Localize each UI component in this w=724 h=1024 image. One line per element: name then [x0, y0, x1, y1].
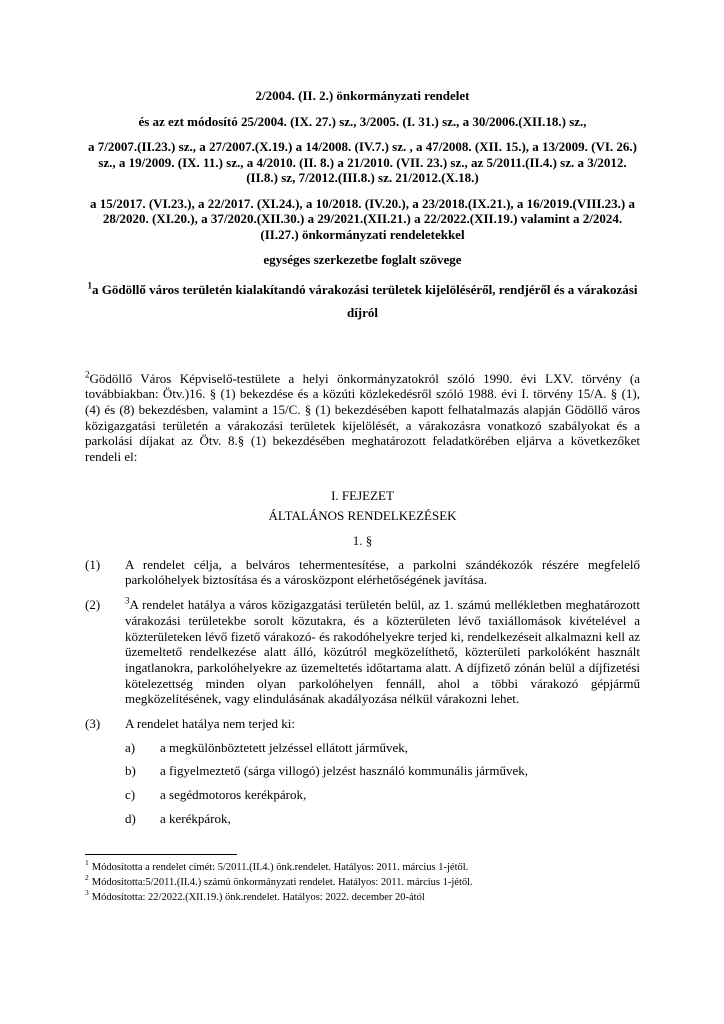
list-item-c-label: c) [125, 787, 136, 803]
document-subtitle [85, 278, 640, 324]
list-item-b [125, 763, 640, 779]
paragraph-3-text: A rendelet hatálya nem terjed ki: [125, 716, 296, 732]
paragraph-3 [85, 716, 640, 732]
paragraph-2 [85, 597, 640, 707]
title-line-4: a 15/2017. (VI.23.), a 22/2017. (XI.24.), a 10/2018. (IV.20.), a 23/2018.(IX.21.), a 16/2019.(VIII.23.) a 28/2020. (XI.20.), a 37/2020.(XII.30.) a 29/2021.(XII.21.) a 22/2022.(XII.19.) valamint a 2/2024.(II.27.) önkormányzati rendeletekkel [89, 195, 636, 242]
chapter-title-heading: ÁLTALÁNOS RENDELKEZÉSEK [268, 507, 457, 523]
preamble-text: Gödöllő Város Képviselő-testülete a helyi önkormányzatokról szóló 1990. évi LXV. törvény (a továbbiakban: Ötv.)16. § (1) bekezdése és a közúti közlekedésről szóló 1988. évi I. törvény 15/A. § (1), (4) és (8) bekezdésben, valamint a 15/C. § (1) bekezdésében kapott felhatalmazás alapján Gödöllő város közigazgatási területén a várakozási területek kijelölését, a várakozásra vonatkozó szabályokat és a parkolási díjakat az Ötv. 8.§ (1) bekezdésében meghatározott feladatkörében eljárva a következőket rendeli el: [85, 370, 640, 465]
footnote-1-text: Módosította a rendelet címét: 5/2011.(II.4.) önk.rendelet. Hatályos: 2011. március 1-jétől. [91, 861, 469, 873]
subtitle-text: a Gödöllő város területén kialakítandó várakozási területek kijelöléséről, rendjéről és a várakozási díjról [92, 281, 638, 320]
title-line-3: a 7/2007.(II.23.) sz., a 27/2007.(X.19.) a 14/2008. (IV.7.) sz. , a 47/2008. (XII. 15.), a 13/2009. (VI. 26.) sz., a 19/2009. (IX. 11.) sz., a 4/2010. (II. 8.) a 21/2010. (VII. 23.) sz., az 5/2011.(II.4.) sz. a 3/2012.(II.8.) sz, 7/2012.(III.8.) sz. 21/2012.(X.18.) [88, 139, 637, 185]
document-title-block [85, 88, 640, 324]
footnote-2-ref: 2 [85, 873, 89, 883]
footnote-ref-marker-2: 2 [85, 369, 90, 380]
paragraph-1 [85, 557, 640, 588]
paragraph-1-text: A rendelet célja, a belváros tehermentesítése, a parkolni szándékozók részére megfelelő parkolóhelyek biztosítása és a városközpont elérhetőségének javítása. [125, 556, 640, 588]
paragraph-2-number: (2) [85, 597, 101, 613]
list-item-d-text: a kerékpárok, [160, 810, 231, 826]
footnote-ref-marker-1: 1 [87, 280, 93, 291]
footnote-area [85, 854, 640, 905]
list-item-c-text: a segédmotoros kerékpárok, [160, 787, 307, 803]
footnote-1 [85, 860, 640, 875]
list-item-d-label: d) [125, 810, 136, 826]
paragraph-2-text: $^3$A rendelet hatálya a város közigazgatási területén belül, az 1. számú mellékletben meghatározott várakozási területekbe sorolt közutakra, és a közterületen lévő taxiállomások kivételével a közterületeken lévő fizető várakozó- és rakodóhelyekre terjed ki, rendelkezéseit alkalmazni kell az üzemeltető rendelkezése alatt álló, közútról megközelíthető, közterületi parkolóként használt ingatlanokra, parkolóhelyekre az üzemeltetés időtartama alatt. A díjfizető zónán belül a díjfizetési kötelezettség minden olyan parkolóhelyen fennáll, ahol a többi várakozó gépjármű megközelítésének, vagy elindulásának akadályozása nélkül várakozni lehet. [125, 595, 640, 707]
list-item-d [125, 811, 640, 827]
list-item-b-text: a figyelmeztető (sárga villogó) jelzést használó kommunális járművek, [160, 763, 528, 779]
list-item-a-label: a) [125, 739, 136, 755]
footnote-2-text: Módosította:5/2011.(II.4.) számú önkormányzati rendelet. Hatályos: 2011. március 1-jétől. [91, 876, 473, 888]
title-line-2: és az ezt módosító 25/2004. (IX. 27.) sz., 3/2005. (I. 31.) sz., a 30/2006.(XII.18.) sz., [138, 113, 587, 129]
footnote-3-ref: 3 [85, 888, 89, 898]
footnote-3 [85, 890, 640, 905]
section-number-heading: 1. § [352, 532, 373, 548]
list-item-a-text: a megkülönböztetett jelzéssel ellátott járművek, [160, 739, 408, 755]
footnote-2 [85, 875, 640, 890]
footnote-1-ref: 1 [85, 858, 89, 868]
list-item-b-label: b) [125, 763, 136, 779]
chapter-number-heading: I. FEJEZET [331, 487, 394, 503]
footnote-separator [85, 854, 237, 855]
list-item-c [125, 787, 640, 803]
footnote-ref-marker-3: 3 [125, 595, 130, 606]
title-line-1: 2/2004. (II. 2.) önkormányzati rendelet [255, 88, 470, 103]
footnote-3-text: Módosította: 22/2022.(XII.19.) önk.rendelet. Hatályos: 2022. december 20-ától [91, 891, 425, 903]
paragraph-1-number: (1) [85, 556, 101, 572]
list-item-a [125, 740, 640, 756]
paragraph-3-number: (3) [85, 716, 101, 732]
title-line-5: egységes szerkezetbe foglalt szövege [263, 252, 462, 267]
preamble-paragraph [85, 371, 640, 465]
